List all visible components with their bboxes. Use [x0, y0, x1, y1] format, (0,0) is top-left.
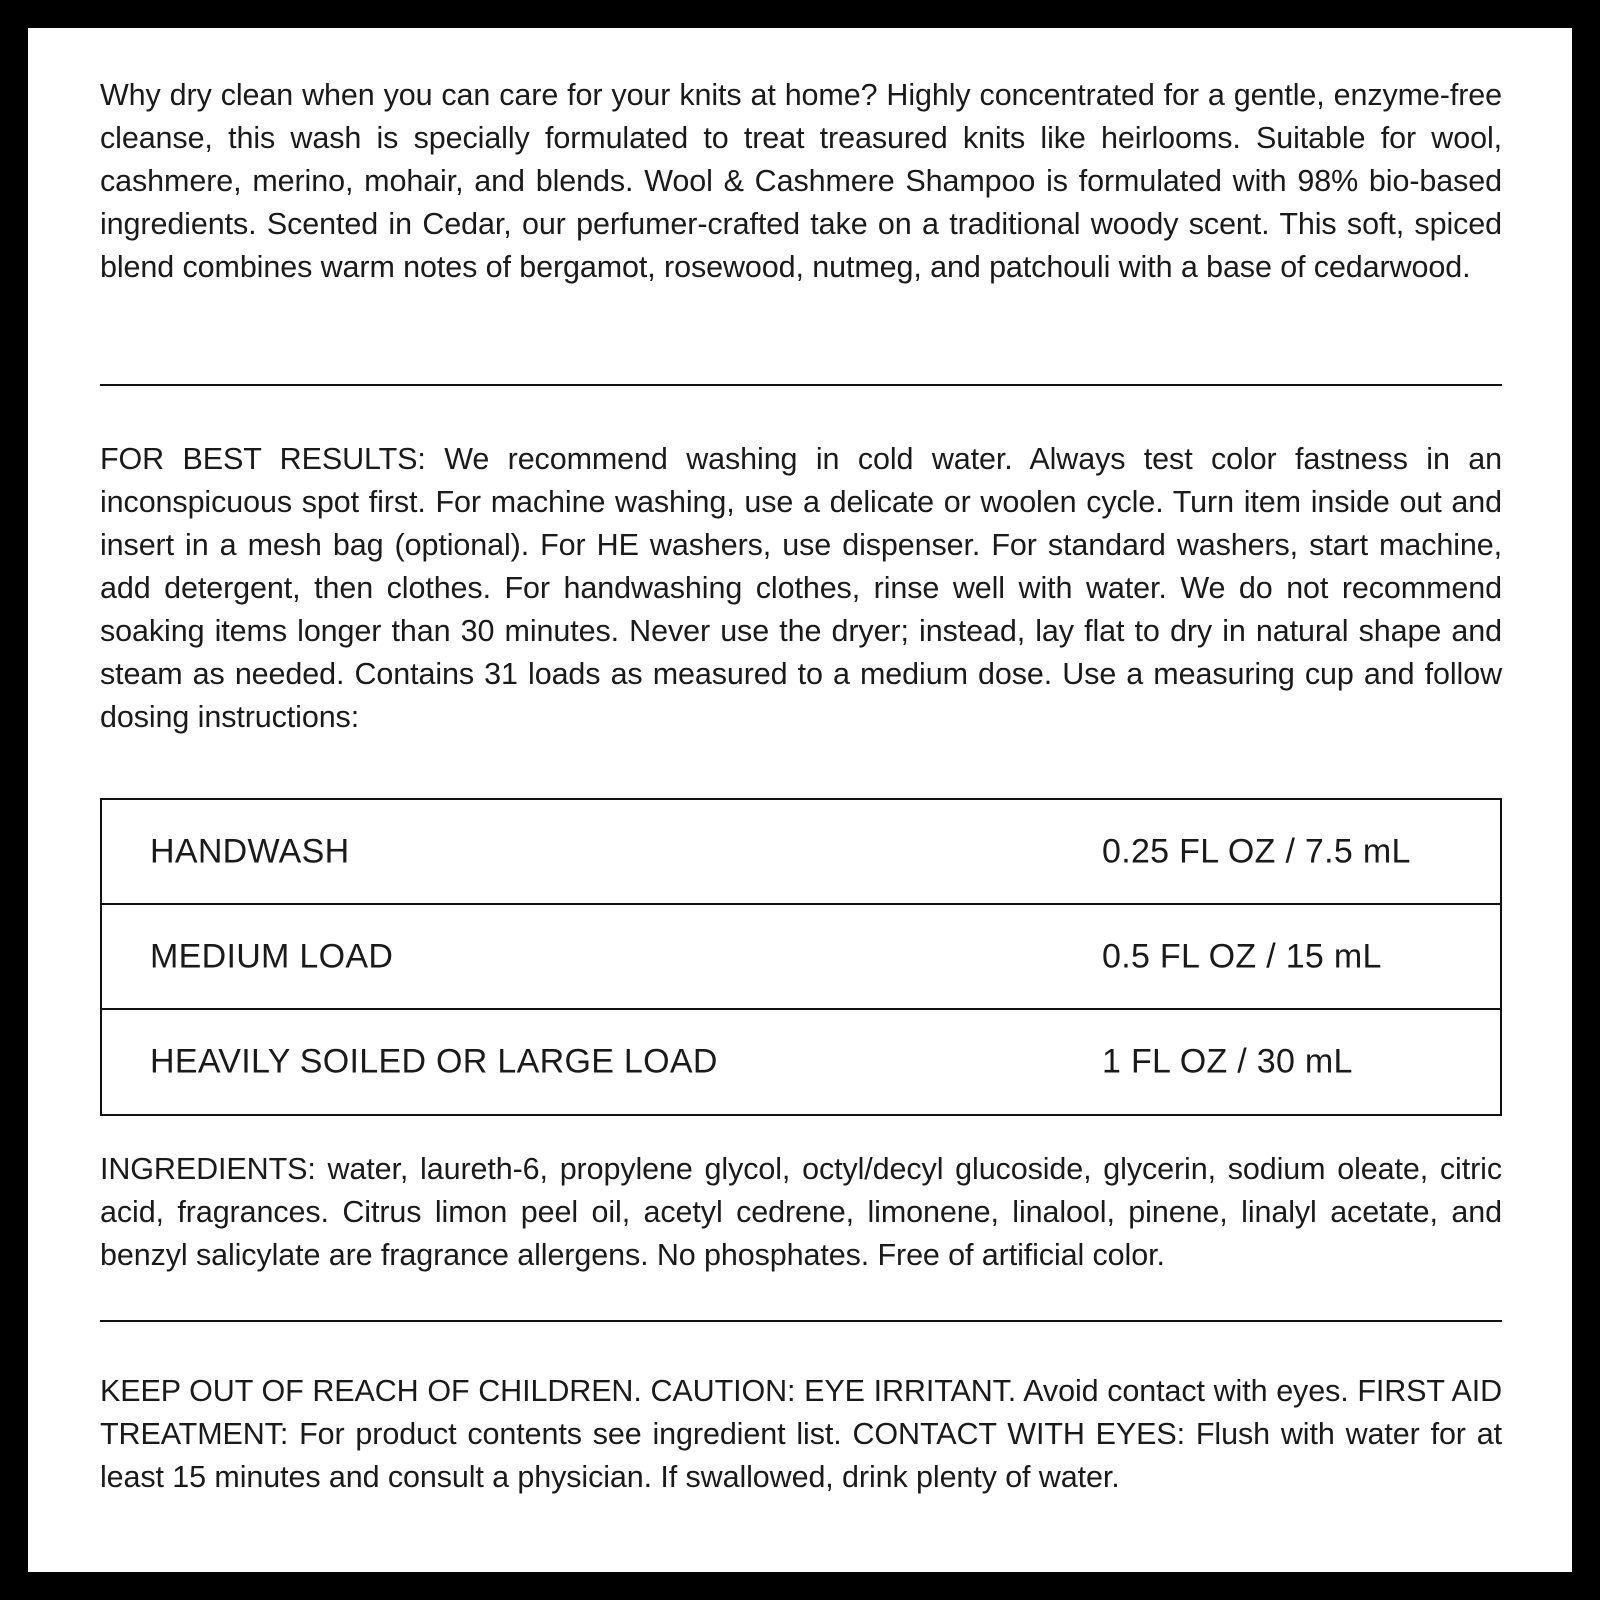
warning-text: KEEP OUT OF REACH OF CHILDREN. CAUTION: EYE IRRITANT. Avoid contact with eyes. FIRST AID TREATMENT: For product contents see ingredient list. CONTACT WITH EYES: Flush with water for at least 15 minutes and consult a physician. If swallowed, drink plenty of water.	[100, 1374, 1502, 1494]
dosing-label: HANDWASH	[150, 832, 350, 870]
divider-top	[100, 384, 1502, 386]
dosing-amount: 1 FL OZ / 30 mL	[1102, 1042, 1353, 1081]
dosing-amount: 0.25 FL OZ / 7.5 mL	[1102, 832, 1411, 870]
dosing-table	[100, 798, 1502, 1116]
product-description: Why dry clean when you can care for your knits at home? Highly concentrated for a gentle, enzyme-free cleanse, this wash is specially formulated to treat treasured knits like heirlooms. Suitable for wool, cashmere, merino, mohair, and blends. Wool & Cashmere Shampoo is formulated with 98% bio-based ingredients. Scented in Cedar, our perfumer-crafted take on a traditional woody scent. This soft, spiced blend combines warm notes of bergamot, rosewood, nutmeg, and patchouli with a base of cedarwood.	[100, 78, 1502, 284]
divider-bottom	[100, 1320, 1502, 1322]
best-results-text: FOR BEST RESULTS: We recommend washing in cold water. Always test color fastness in an inconspicuous spot first. For machine washing, use a delicate or woolen cycle. Turn item inside out and insert in a mesh bag (optional). For HE washers, use dispenser. For standard washers, start machine, add detergent, then clothes. For handwashing clothes, rinse well with water. We do not recommend soaking items longer than 30 minutes. Never use the dryer; instead, lay flat to dry in natural shape and steam as needed. Contains 31 loads as measured to a medium dose. Use a measuring cup and follow dosing instructions:	[100, 442, 1502, 734]
dosing-row-medium-load	[102, 905, 1500, 1010]
label-panel	[28, 28, 1572, 1572]
ingredients-text: INGREDIENTS: water, laureth-6, propylene glycol, octyl/decyl glucoside, glycerin, sodium oleate, citric acid, fragrances. Citrus limon peel oil, acetyl cedrene, limonene, linalool, pinene, linalyl acetate, and benzyl salicylate are fragrance allergens. No phosphates. Free of artificial color.	[100, 1152, 1502, 1272]
dosing-label: HEAVILY SOILED OR LARGE LOAD	[150, 1042, 718, 1081]
dosing-row-handwash	[102, 800, 1500, 905]
dosing-label: MEDIUM LOAD	[150, 937, 394, 975]
dosing-amount: 0.5 FL OZ / 15 mL	[1102, 937, 1382, 975]
dosing-row-large-load	[102, 1010, 1500, 1114]
